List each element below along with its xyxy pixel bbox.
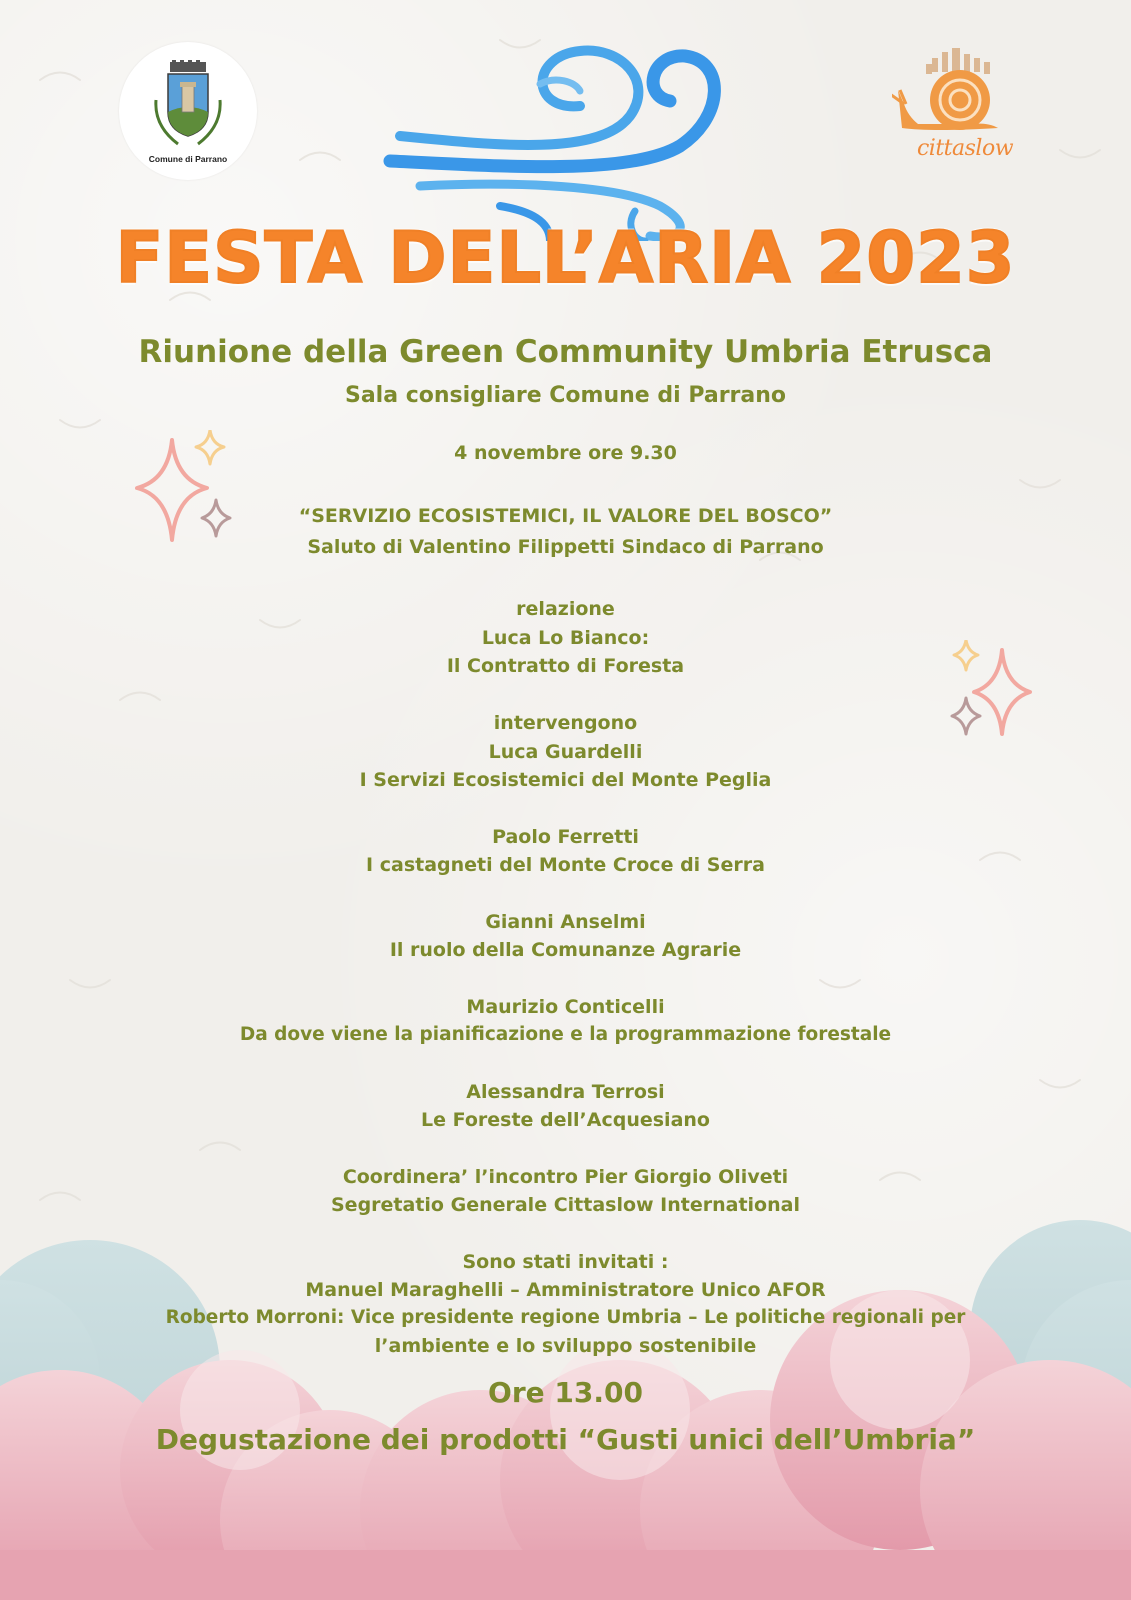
invited-guest: Roberto Morroni: Vice presidente regione Umbria – Le politiche regionali per bbox=[165, 1307, 966, 1328]
comune-di-parrano-logo bbox=[119, 42, 257, 180]
clouds-decoration bbox=[0, 1220, 1131, 1600]
event-title: FESTA DELL’ARIA 2023 bbox=[115, 217, 1016, 299]
event-subtitle: Riunione della Green Community Umbria Etrusca bbox=[138, 334, 993, 370]
speaker-topic: I Servizi Ecosistemici del Monte Peglia bbox=[359, 769, 772, 791]
speaker-name: Gianni Anselmi bbox=[485, 911, 646, 933]
cittaslow-logo bbox=[892, 44, 1022, 174]
coat-of-arms-icon bbox=[150, 60, 226, 152]
tasting-time: Ore 13.00 bbox=[488, 1376, 643, 1409]
snail-icon bbox=[892, 44, 1022, 139]
comune-label: Comune di Parrano bbox=[148, 154, 228, 164]
speaker-topic: I castagneti del Monte Croce di Serra bbox=[366, 854, 765, 876]
program-greeting: Saluto di Valentino Filippetti Sindaco di Parrano bbox=[307, 536, 824, 558]
tasting-title: Degustazione dei prodotti “Gusti unici dell’Umbria” bbox=[155, 1423, 976, 1456]
relazione-label: relazione bbox=[516, 598, 615, 620]
speaker-topic: Da dove viene la pianificazione e la programmazione forestale bbox=[239, 1024, 892, 1045]
coordinator-role: Segretatio Generale Cittaslow International bbox=[331, 1194, 800, 1216]
wind-icon bbox=[380, 36, 740, 241]
speaker-name: Alessandra Terrosi bbox=[466, 1081, 665, 1103]
cittaslow-label: cittaslow bbox=[916, 136, 1014, 161]
speaker-topic: Il ruolo della Comunanze Agrarie bbox=[389, 939, 742, 961]
relazione-topic: Il Contratto di Foresta bbox=[446, 655, 685, 677]
event-date: 4 novembre ore 9.30 bbox=[454, 442, 677, 464]
speaker-name: Paolo Ferretti bbox=[492, 826, 639, 848]
coordinator-line: Coordinera’ l’incontro Pier Giorgio Oliveti bbox=[342, 1166, 789, 1188]
speaker-name: Maurizio Conticelli bbox=[466, 996, 665, 1018]
program-theme: “SERVIZIO ECOSISTEMICI, IL VALORE DEL BOSCO” bbox=[298, 505, 833, 527]
invited-label: Sono stati invitati : bbox=[462, 1251, 669, 1273]
speaker-name: Luca Guardelli bbox=[488, 741, 643, 763]
invited-guest: Manuel Maraghelli – Amministratore Unico AFOR bbox=[305, 1279, 826, 1301]
relazione-speaker: Luca Lo Bianco: bbox=[481, 627, 650, 649]
interventions-label: intervengono bbox=[493, 712, 638, 734]
speaker-topic: Le Foreste dell’Acquesiano bbox=[421, 1109, 710, 1131]
event-venue: Sala consigliare Comune di Parrano bbox=[344, 383, 787, 408]
invited-guest-continued: l’ambiente e lo sviluppo sostenibile bbox=[374, 1335, 757, 1357]
